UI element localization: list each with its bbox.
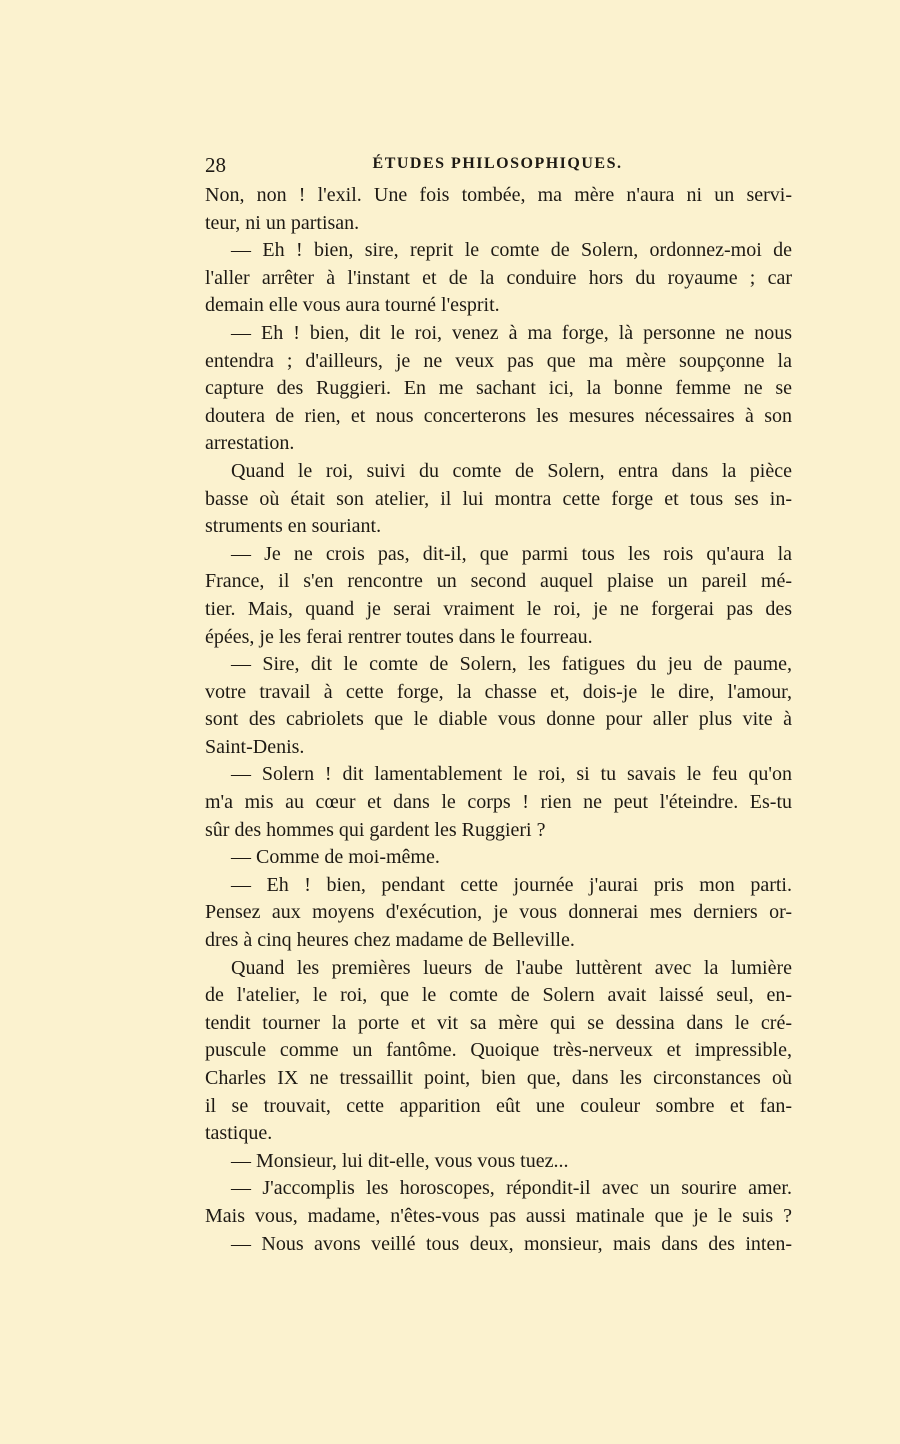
text-line: sûr des hommes qui gardent les Ruggieri ? [205,818,546,841]
text-line: — Comme de moi-même. [231,846,440,869]
text-line: — Sire, dit le comte de Solern, les fatigues du jeu de paume, [231,653,792,676]
running-title: ÉTUDES PHILOSOPHIQUES. [372,155,623,172]
text-line: — Je ne crois pas, dit-il, que parmi tous les rois qu'aura la [231,542,792,565]
text-line: — Monsieur, lui dit-elle, vous vous tuez... [231,1149,569,1172]
text-line: capture des Ruggieri. En me sachant ici, la bonne femme ne se [205,377,792,400]
text-line: entendra ; d'ailleurs, je ne veux pas que ma mère soupçonne la [205,349,792,372]
text-line: votre travail à cette forge, la chasse et, dois-je le dire, l'amour, [205,680,792,703]
text-line: dres à cinq heures chez madame de Belleville. [205,929,575,952]
running-header [205,153,790,179]
text-line: arrestation. [205,432,295,455]
text-line: doutera de rien, et nous concerterons les mesures nécessaires à son [205,404,792,427]
text-line: Saint-Denis. [205,735,305,758]
text-line: sont des cabriolets que le diable vous donne pour aller plus vite à [205,708,792,731]
text-line: Mais vous, madame, n'êtes-vous pas aussi matinale que je le suis ? [205,1204,792,1227]
text-line: de l'atelier, le roi, que le comte de Solern avait laissé seul, en- [205,984,792,1007]
text-line: — J'accomplis les horoscopes, répondit-il avec un sourire amer. [231,1177,792,1200]
text-line: l'aller arrêter à l'instant et de la conduire hors du royaume ; car [205,266,792,289]
text-line: tastique. [205,1122,273,1145]
text-line: Quand les premières lueurs de l'aube luttèrent avec la lumière [231,956,792,979]
text-line: tendit tourner la porte et vit sa mère qui se dessina dans le cré- [205,1011,792,1034]
text-line: struments en souriant. [205,515,382,538]
text-line: Charles IX ne tressaillit point, bien que, dans les circonstances où [205,1067,792,1089]
page-number: 28 [205,153,226,177]
text-line: puscule comme un fantôme. Quoique très-nerveux et impressible, [205,1039,792,1062]
text-line: — Eh ! bien, dit le roi, venez à ma forge, là personne ne nous [231,321,792,344]
text-line: Pensez aux moyens d'exécution, je vous donnerai mes derniers or- [205,901,792,924]
text-line: — Eh ! bien, pendant cette journée j'aurai pris mon parti. [231,873,792,896]
text-line: m'a mis au cœur et dans le corps ! rien ne peut l'éteindre. Es-tu [205,791,792,814]
text-line: teur, ni un partisan. [205,211,360,234]
text-line: Quand le roi, suivi du comte de Solern, entra dans la pièce [231,459,792,482]
text-line: demain elle vous aura tourné l'esprit. [205,294,500,317]
text-line: il se trouvait, cette apparition eût une couleur sombre et fan- [205,1094,792,1117]
text-line: basse où était son atelier, il lui montra cette forge et tous ses in- [205,487,792,510]
text-line: tier. Mais, quand je serai vraiment le roi, je ne forgerai pas des [205,597,792,620]
text-line: — Solern ! dit lamentablement le roi, si tu savais le feu qu'on [231,763,792,786]
text-line: France, il s'en rencontre un second auquel plaise un pareil mé- [205,570,792,593]
text-line: — Eh ! bien, sire, reprit le comte de Solern, ordonnez-moi de [231,239,792,262]
text-line: épées, je les ferai rentrer toutes dans le fourreau. [205,625,593,648]
text-line: — Nous avons veillé tous deux, monsieur, mais dans des inten- [231,1232,792,1255]
page-body-text [205,182,792,1258]
text-line: Non, non ! l'exil. Une fois tombée, ma mère n'aura ni un servi- [205,184,792,206]
